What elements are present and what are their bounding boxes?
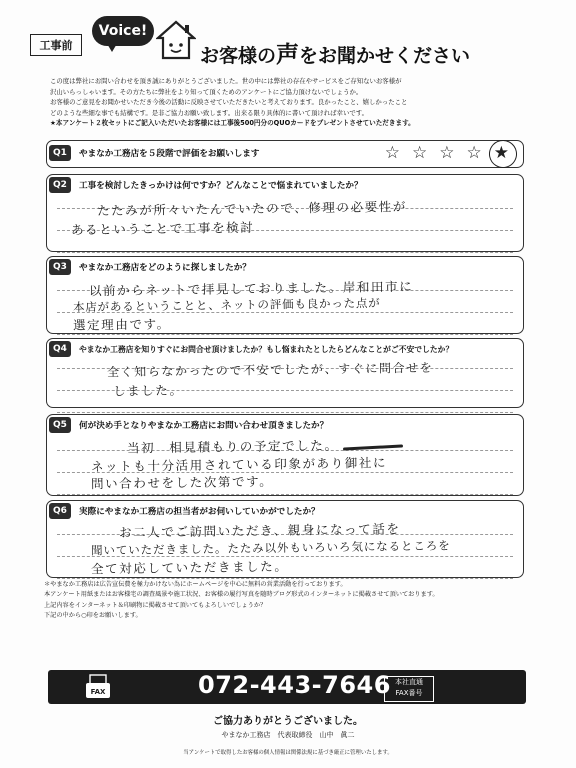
quo-card-notice: ★本アンケート２枚セットにご記入いただいたお客様には工事後500円分のQUOカードをプレゼントさせていただきます。 — [50, 119, 415, 128]
privacy-notice: 当アンケートで取得したお客様の個人情報は関係法規に基づき厳正に管理いたします。 — [183, 750, 393, 756]
question-number: Q6 — [49, 503, 71, 519]
voice-label: Voice! — [92, 16, 154, 46]
answer-line: 本店があるということと、ネットの評価も良かった点が — [72, 295, 381, 315]
star-icon[interactable]: ☆ — [384, 142, 400, 163]
question-number: Q5 — [49, 417, 71, 433]
intro-text — [50, 76, 540, 129]
intro-line: 沢山いらっしゃいます。その方たちに弊社をより知って頂くためのアンケートにご協力頂けないでしょうか。 — [50, 87, 363, 96]
question-number: Q4 — [49, 341, 71, 357]
answer-line: お二人でご訪問いただき、親身になって話を — [118, 521, 401, 540]
question-number: Q3 — [49, 259, 71, 275]
answer-line: 以前からネットで拝見しておりました。岸和田市に — [88, 278, 414, 299]
intro-line: どのような些細な事でも結構です。是非ご協力お願い致します。出来る限り具体的に書いて頂ければ幸いです。 — [50, 108, 368, 117]
answer-line: 聞いていただきました。たたみ以外もいろいろ気になるところを — [90, 538, 451, 558]
page-title: お客様の声をお聞かせください — [200, 42, 471, 68]
fax-side-label: 本社直通 FAX番号 — [384, 676, 434, 702]
question-number: Q1 — [49, 145, 71, 161]
question-text: やまなか工務店をどのように探しましたか？ — [79, 263, 251, 273]
svg-text:FAX: FAX — [90, 688, 106, 696]
fax-number: 072-443-7646 — [198, 671, 391, 699]
company-signature: やまなか工務店 代表取締役 山中 眞二 — [221, 731, 355, 739]
answer-line: 選定理由です。 — [72, 316, 171, 333]
answer-line: たたみが所々いたんでいたので、修理の必要性が — [96, 198, 408, 219]
question-text: 工事を検討したきっかけは何ですか？どんなことで悩まれていましたか？ — [79, 181, 363, 191]
star-icon[interactable]: ☆ — [466, 142, 482, 163]
fax-machine-icon — [84, 674, 112, 700]
question-q2 — [46, 174, 524, 252]
answer-line: 全て対応していただきました。 — [90, 558, 289, 577]
question-q1 — [46, 140, 524, 168]
answer-line: しました。 — [112, 382, 184, 399]
note-line: 上記内容をインターネット＆印刷物に掲載させて頂いてもよろしいでしょうか？ — [44, 601, 267, 609]
question-q3 — [46, 256, 524, 334]
note-line: ＊やまなか工務店は広告宣伝費を極力かけない為にホームページを中心に無料の営業活動を行っております。 — [44, 581, 347, 588]
selected-star-icon[interactable]: ★ — [494, 145, 509, 162]
intro-line: この度は弊社にお問い合わせを頂き誠にありがとうございました。世の中には弊社の存在やサービスをご存知ないお客様が — [50, 77, 402, 85]
before-construction-tag: 工事前 — [30, 34, 82, 56]
answer-line: 問い合わせをした次第です。 — [90, 473, 274, 492]
note-line: 本アンケート用紙またはお客様宅の調査風景や施工状況、お客様の履行写真を随時ブログ形式のインターネットに掲載させて頂いております。 — [44, 591, 439, 599]
note-line: 下記の中から○印をお願いします。 — [44, 612, 142, 620]
voice-bubble-logo — [92, 16, 156, 56]
question-q5 — [46, 414, 524, 496]
star-icon[interactable]: ☆ — [439, 142, 455, 163]
question-number: Q2 — [49, 177, 71, 193]
question-text: 何が決め手となりやまなか工務店にお問い合わせ頂きましたか？ — [79, 421, 329, 431]
answer-line: ネットも十分活用されている印象があり御社に — [90, 454, 388, 475]
question-text: 実際にやまなか工務店の担当者がお伺いしていかがでしたか？ — [79, 507, 320, 517]
answer-line: 全く知らなかったので不安でしたが、すぐに問合せを — [106, 360, 434, 380]
question-text: やまなか工務店を知りすぐにお問合せ頂けましたか？もし悩まれたとしたらどんなことがご不安でしたか？ — [79, 344, 454, 354]
star-icon[interactable]: ☆ — [412, 142, 428, 163]
question-q6 — [46, 500, 524, 578]
question-text: やまなか工務店を５段階で評価をお願いします — [79, 149, 260, 159]
question-q4 — [46, 338, 524, 408]
intro-line: お客様のご意見をお聞かせいただき今後の活動に反映させていただきたいと考えております。良かったこと、嬉しかったこと — [50, 98, 408, 107]
thanks-message: ご協力ありがとうございました。 — [213, 716, 363, 727]
publication-notes — [44, 580, 544, 622]
answer-line: あるということで工事を検討 — [70, 219, 255, 238]
house-icon — [156, 18, 196, 62]
answer-line: 当初 相見積もりの予定でした。 — [126, 437, 339, 456]
rating-stars — [385, 141, 509, 165]
